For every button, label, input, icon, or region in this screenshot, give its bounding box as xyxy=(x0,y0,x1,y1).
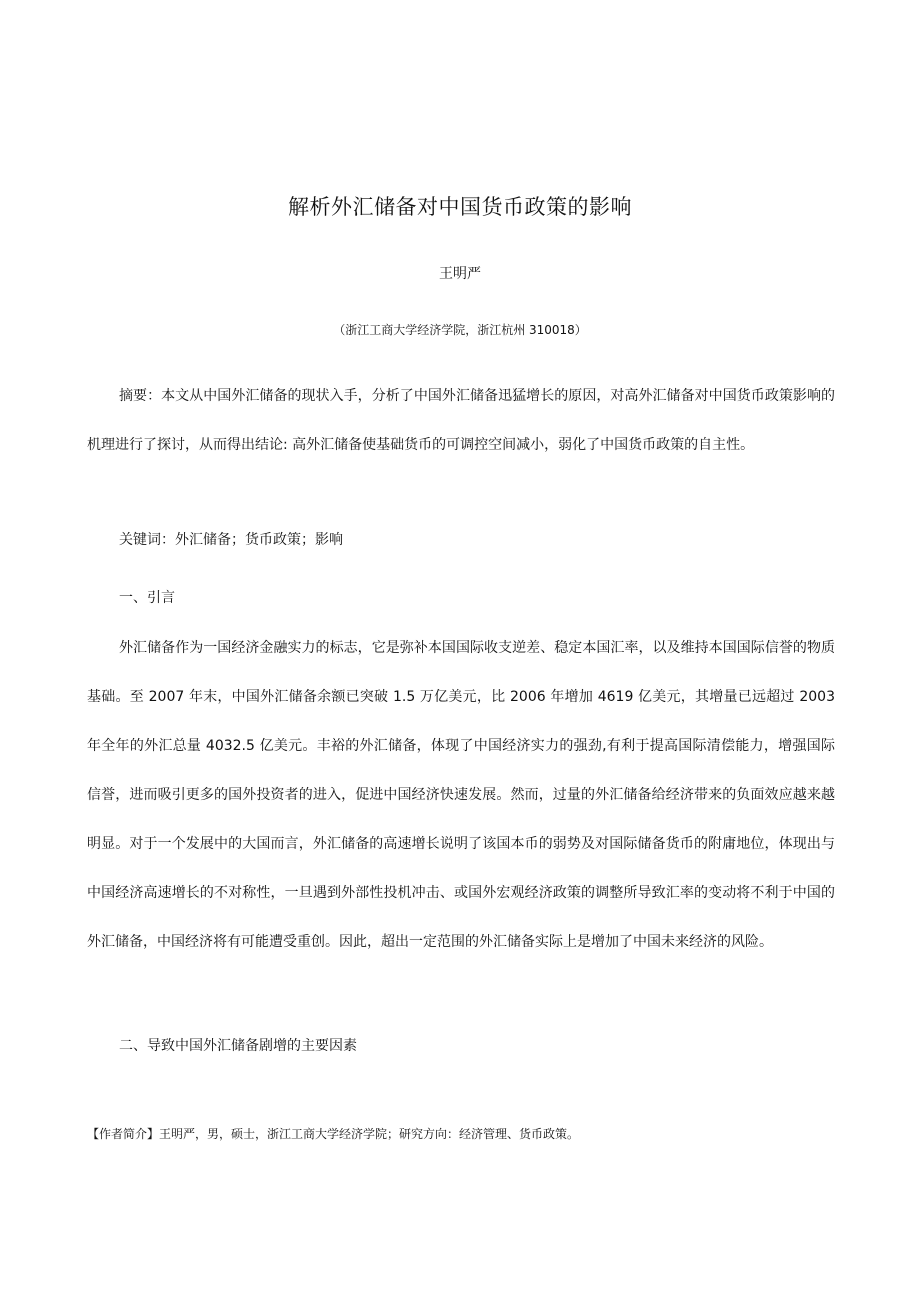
keywords-block xyxy=(87,516,835,565)
section-1-heading: 一、引言 xyxy=(119,590,175,606)
section-1-block xyxy=(87,574,835,623)
author-affiliation: （浙江工商大学经济学院，浙江杭州 310018） xyxy=(333,323,587,337)
author-footnote: 【作者简介】王明严，男，硕士，浙江工商大学经济学院；研究方向：经济管理、货币政策。 xyxy=(87,1127,580,1141)
abstract-paragraph: 摘要：本文从中国外汇储备的现状入手，分析了中国外汇储备迅猛增长的原因，对高外汇储备对中国货币政策影响的机理进行了探讨，从而得出结论: 高外汇储备使基础货币的可调控空间减小，弱化了中国货币政策的自主性。 xyxy=(87,388,835,453)
section-2-heading: 二、导致中国外汇储备剧增的主要因素 xyxy=(119,1038,357,1054)
keywords-line: 关键词：外汇储备；货币政策；影响 xyxy=(119,532,343,548)
author-name: 王明严 xyxy=(439,266,481,282)
abstract-block xyxy=(87,372,835,470)
introduction-paragraph: 外汇储备作为一国经济金融实力的标志，它是弥补本国国际收支逆差、稳定本国汇率，以及维持本国国际信誉的物质基础。至 2007 年末，中国外汇储备余额已突破 1.5 万亿美元，比 2006 年增加 4619 亿美元，其增量已远超过 2003 年全年的外汇总量 4032.5 亿美元。丰裕的外汇储备，体现了中国经济实力的强劲,有利于提高国际清偿能力，增强国际信誉，进而吸引更多的国外投资者的进入，促进中国经济快速发展。然而，过量的外汇储备给经济带来的负面效应越来越明显。对于一个发展中的大国而言，外汇储备的高速增长说明了该国本币的弱势及对国际储备货币的附庸地位，体现出与中国经济高速增长的不对称性，一旦遇到外部性投机冲击、或国外宏观经济政策的调整所导致汇率的变动将不利于中国的外汇储备，中国经济将有可能遭受重创。因此，超出一定范围的外汇储备实际上是增加了中国未来经济的风险。 xyxy=(87,640,835,950)
introduction-block xyxy=(87,624,835,967)
section-2-block xyxy=(87,1022,835,1071)
paper-title: 解析外汇储备对中国货币政策的影响 xyxy=(288,195,632,219)
